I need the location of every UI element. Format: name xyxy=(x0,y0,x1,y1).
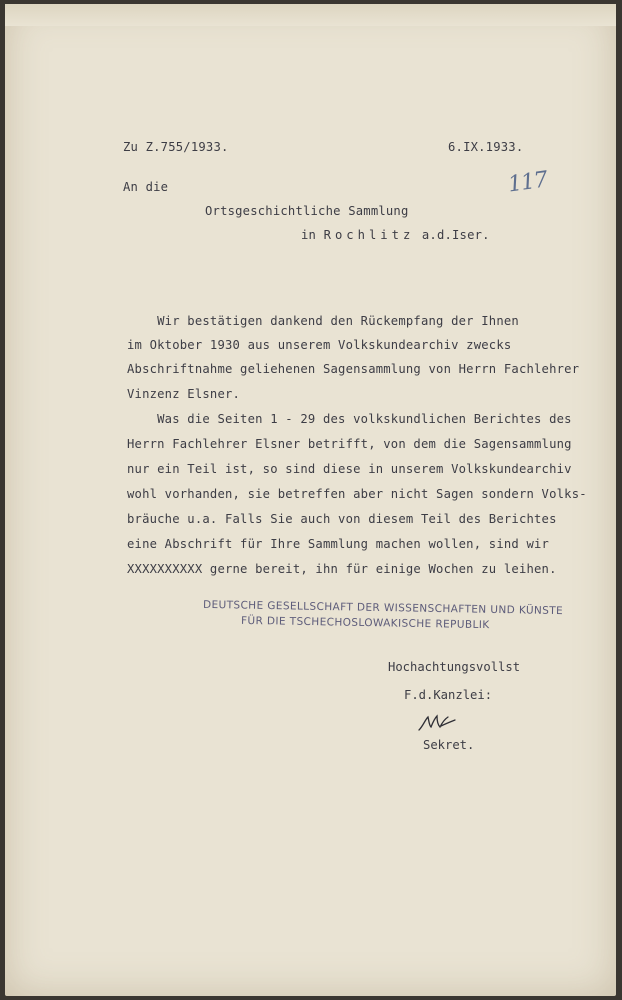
signature-title: Sekret. xyxy=(423,738,475,752)
address-salutation: An die xyxy=(123,180,169,194)
closing-office: F.d.Kanzlei: xyxy=(404,688,493,702)
body-line-final xyxy=(127,562,557,576)
body-line: im Oktober 1930 aus unserem Volkskundearchiv zwecks xyxy=(127,338,512,352)
body-line: Herrn Fachlehrer Elsner betrifft, von dem die Sagensammlung xyxy=(127,437,572,451)
location-suffix: a.d.Iser. xyxy=(414,228,490,242)
body-line: bräuche u.a. Falls Sie auch von diesem Teil des Berichtes xyxy=(127,512,557,526)
body-line: nur ein Teil ist, so sind diese in unserem Volkskundearchiv xyxy=(127,462,572,476)
struck-out-text: XXXXXXXXXX xyxy=(127,562,203,576)
body-line: wohl vorhanden, sie betreffen aber nicht Sagen sondern Volks- xyxy=(127,487,587,501)
location-prefix: in xyxy=(301,228,324,242)
body-line: Vinzenz Elsner. xyxy=(127,387,241,401)
letter-page xyxy=(5,4,616,996)
signature-initials-icon xyxy=(417,712,457,734)
handwritten-folio-number: 117 xyxy=(506,167,549,198)
institution-stamp-line2: FÜR DIE TSCHECHOSLOWAKISCHE REPUBLIK xyxy=(240,614,490,632)
location-town: Rochlitz xyxy=(323,228,415,242)
body-line: eine Abschrift für Ihre Sammlung machen wollen, sind wir xyxy=(127,537,550,551)
body-line: Was die Seiten 1 - 29 des volkskundlichen Berichtes des xyxy=(127,412,572,426)
body-line: Abschriftnahme geliehenen Sagensammlung von Herrn Fachlehrer xyxy=(127,362,580,376)
institution-stamp-line1: DEUTSCHE GESELLSCHAFT DER WISSENSCHAFTEN UND KÜNSTE xyxy=(202,598,564,618)
body-line: Wir bestätigen dankend den Rückempfang der Ihnen xyxy=(127,314,519,328)
closing-greeting: Hochachtungsvollst xyxy=(388,660,521,674)
final-line-text: gerne bereit, ihn für einige Wochen zu leihen. xyxy=(202,562,557,576)
letter-date: 6.IX.1933. xyxy=(448,140,524,154)
reference-number: Zu Z.755/1933. xyxy=(123,140,229,154)
address-location xyxy=(301,228,490,242)
address-recipient: Ortsgeschichtliche Sammlung xyxy=(205,204,409,218)
